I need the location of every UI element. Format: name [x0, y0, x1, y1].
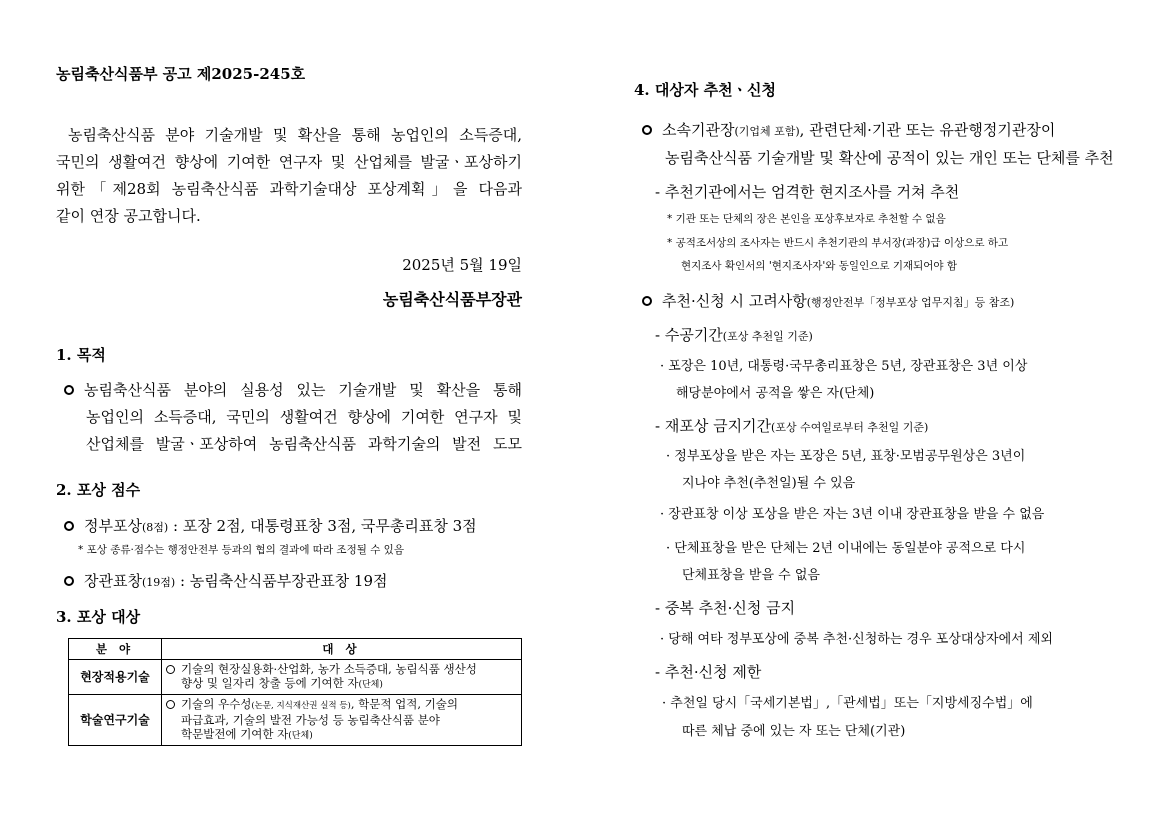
sec4-dash2: - 수공기간(포상 추천일 기준)	[655, 326, 813, 344]
table-cell-category: 학술연구기술	[69, 695, 162, 746]
table-row	[69, 660, 522, 695]
intro-line: 같이 연장 공고합니다.	[56, 207, 201, 225]
table-cell-target: 기술의 현장실용화·산업화, 농가 소득증대, 농림식품 생산성 향상 및 일자리 창출 등에 기여한 자(단체)	[162, 660, 522, 695]
table-header: 분 야	[69, 639, 162, 660]
sec4-dash5: - 추천·신청 제한	[655, 663, 762, 681]
sec4-bullet1-line2: 농림축산식품 기술개발 및 확산에 공적이 있는 개인 또는 단체를 추천	[665, 149, 1114, 167]
issuer: 농림축산식품부장관	[382, 290, 522, 309]
sec2-title: 2. 포상 점수	[56, 481, 141, 499]
sec4-note1: * 기관 또는 단체의 장은 본인을 포상후보자로 추천할 수 없음	[667, 213, 946, 225]
sec4-sub5: · 당해 여타 정부포상에 중복 추천·신청하는 경우 포상대상자에서 제외	[660, 632, 1053, 647]
circle-bullet-icon	[642, 125, 652, 135]
intro-line: 위한「제28회 농림축산식품 과학기술대상 포상계획」을 다음과	[56, 180, 522, 198]
sec4-sub4: · 단체표창을 받은 단체는 2년 이내에는 동일분야 공적으로 다시	[666, 541, 1026, 556]
circle-bullet-icon	[166, 700, 175, 709]
circle-bullet-icon	[64, 576, 74, 586]
sec4-title: 4. 대상자 추천ㆍ신청	[634, 81, 777, 99]
sec4-sub1-line2: 해당분야에서 공적을 쌓은 자(단체)	[676, 386, 875, 401]
sec4-sub2-line2: 지나야 추천(추천일)될 수 있음	[682, 476, 856, 491]
sec4-dash3: - 재포상 금지기간(포상 수여일로부터 추천일 기준)	[655, 417, 929, 435]
notice-date: 2025년 5월 19일	[402, 256, 522, 274]
intro-paragraph	[56, 122, 522, 230]
table-cell-category: 현장적용기술	[69, 660, 162, 695]
sec1-line: 산업체를 발굴ㆍ포상하여 농림축산식품 과학기술의 발전 도모	[86, 435, 522, 453]
sec2-item1: 정부포상(8점) : 포장 2점, 대통령표창 3점, 국무총리표창 3점	[64, 516, 477, 538]
sec4-note2-line2: 현지조사 확인서의 '현지조사자'와 동일인으로 기재되어야 함	[681, 260, 958, 272]
sec2-item2: 장관표창(19점) : 농림축산식품부장관표창 19점	[64, 571, 388, 593]
table-header: 대 상	[162, 639, 522, 660]
sec1-body	[64, 377, 522, 458]
sec3-title: 3. 포상 대상	[56, 608, 141, 626]
table-row	[69, 695, 522, 746]
sec4-sub3: · 장관표창 이상 포상을 받은 자는 3년 이내 장관표창을 받을 수 없음	[660, 507, 1045, 522]
table-cell-target: 기술의 우수성(논문, 지식재산권 실적 등), 학문적 업적, 기술의 파급효과, 기술의 발전 가능성 등 농림축산식품 분야 학문발전에 기여한 자(단체)	[162, 695, 522, 746]
sec4-note2: * 공적조서상의 조사자는 반드시 추천기관의 부서장(과장)급 이상으로 하고	[667, 237, 1009, 249]
circle-bullet-icon	[64, 521, 74, 531]
sec4-sub4-line2: 단체표창을 받을 수 없음	[682, 568, 820, 583]
circle-bullet-icon	[166, 665, 175, 674]
sec4-bullet2: 추천·신청 시 고려사항(행정안전부「정부포상 업무지침」등 참조)	[642, 291, 1014, 313]
sec1-title: 1. 목적	[56, 346, 106, 364]
circle-bullet-icon	[642, 296, 652, 306]
sec1-line: 농림축산식품 분야의 실용성 있는 기술개발 및 확산을 통해	[64, 377, 522, 404]
sec4-dash4: - 중복 추천·신청 금지	[655, 599, 796, 617]
target-table	[68, 638, 522, 746]
sec4-sub6-line2: 따른 체납 중에 있는 자 또는 단체(기관)	[682, 724, 906, 739]
sec4-sub2: · 정부포상을 받은 자는 포장은 5년, 표창·모범공무원상은 3년이	[666, 449, 1026, 464]
sec4-dash1: - 추천기관에서는 엄격한 현지조사를 거쳐 추천	[655, 183, 960, 201]
intro-line: 농림축산식품 분야 기술개발 및 확산을 통해 농업인의 소득증대,	[68, 126, 522, 144]
circle-bullet-icon	[64, 385, 74, 395]
sec4-sub1: · 포장은 10년, 대통령·국무총리표창은 5년, 장관표창은 3년 이상	[660, 359, 1028, 374]
sec4-bullet1: 소속기관장(기업체 포함), 관련단체·기관 또는 유관행정기관장이	[642, 120, 1055, 142]
sec2-note: * 포상 종류·점수는 행정안전부 등과의 협의 결과에 따라 조정될 수 있음	[78, 544, 404, 556]
sec1-line: 농업인의 소득증대, 국민의 생활여건 향상에 기여한 연구자 및	[86, 408, 522, 426]
sec4-sub6: · 추천일 당시「국세기본법」,「관세법」또는「지방세징수법」에	[662, 696, 1033, 711]
table-header-row	[69, 639, 522, 660]
intro-line: 국민의 생활여건 향상에 기여한 연구자 및 산업체를 발굴ㆍ포상하기	[56, 153, 522, 171]
notice-header: 농림축산식품부 공고 제2025-245호	[56, 65, 306, 83]
